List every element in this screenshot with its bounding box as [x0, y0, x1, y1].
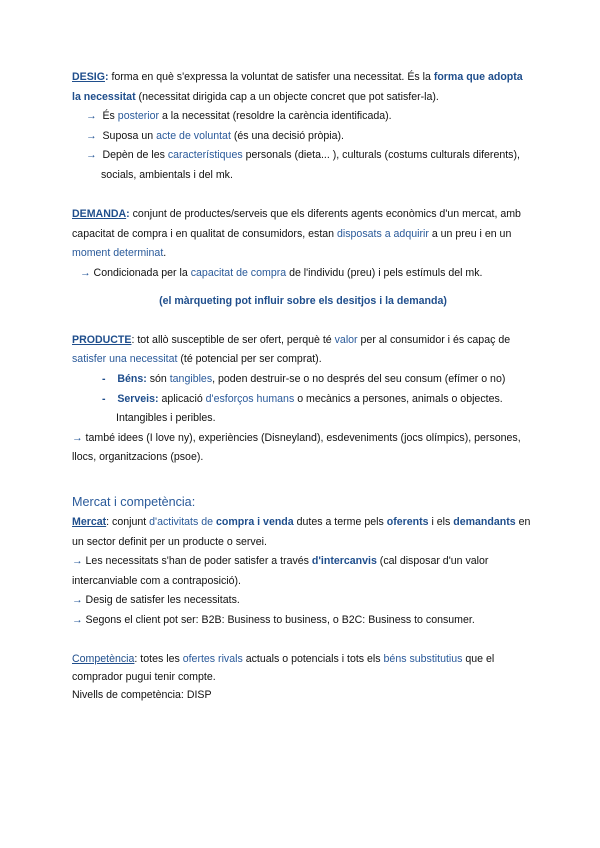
section-heading: Mercat i competència: — [72, 495, 196, 510]
competencia-term: Competència — [72, 653, 135, 666]
dash-marker: - — [102, 372, 106, 385]
competencia-levels: Nivells de competència: DISP — [72, 689, 212, 702]
mercat-definition: Mercat: conjunt d'activitats de compra i venda dutes a terme pels oferents i els demandants en un sector definit per un producte o servei. — [72, 516, 531, 548]
demanda-term: DEMANDA — [72, 208, 127, 221]
mercat-bullet-1: → Les necessitats s'han de poder satisfer a través d'intercanvis (cal disposar d'un valor intercanviable com a contraposició). — [72, 555, 489, 587]
mercat-bullet-2: → Desig de satisfer les necessitats. — [72, 594, 240, 607]
demanda-bullet-1: → Condicionada per la capacitat de compra de l'individu (preu) i pels estímuls del mk. — [80, 266, 483, 279]
desig-term: DESIG — [72, 71, 105, 83]
desig-bullet-2: → Suposa un acte de voluntat (és una decisió pròpia). — [86, 129, 344, 142]
mercat-bullet-3: → Segons el client pot ser: B2B: Business to business, o B2C: Business to consumer. — [72, 614, 475, 627]
producte-serveis-item: - Serveis: aplicació d'esforços humans o mecànics a persones, animals o objectes. Intangibles i peribles. — [102, 392, 503, 425]
arrow-icon: → — [86, 110, 97, 123]
producte-term: PRODUCTE — [72, 333, 132, 346]
arrow-icon: → — [86, 129, 97, 142]
desig-bullet-1: → És posterior a la necessitat (resoldre la carència identificada). — [86, 110, 392, 123]
arrow-icon: → — [86, 149, 97, 162]
arrow-icon: → — [80, 266, 91, 279]
dash-marker: - — [102, 392, 106, 405]
producte-bens-item: - Béns: són tangibles, poden destruir-se o no després del seu consum (efímer o no) — [102, 372, 506, 385]
mercat-term: Mercat — [72, 516, 107, 529]
marketing-note: (el màrqueting pot influir sobre els desitjos i la demanda) — [159, 294, 447, 307]
document-page — [72, 68, 534, 704]
competencia-definition: Competència: totes les ofertes rivals actuals o potencials i tots els béns substitutius que el comprador pugui tenir compte. — [72, 653, 495, 684]
arrow-icon: → — [72, 431, 83, 444]
desig-bullet-3: → Depèn de les característiques personals (dieta... ), culturals (costums culturals diferents), socials, ambientals i del mk. — [86, 149, 520, 181]
arrow-icon: → — [72, 614, 83, 627]
producte-extra: → també idees (I love ny), experiències (Disneyland), esdeveniments (jocs olímpics), persones, llocs, organitzacions (psoe). — [72, 431, 521, 464]
producte-definition: PRODUCTE: tot allò susceptible de ser ofert, perquè té valor per al consumidor i és capaç de satisfer una necessitat (té potencial per ser comprat). — [72, 333, 511, 366]
demanda-definition: DEMANDA: conjunt de productes/serveis que els diferents agents econòmics d'un mercat, amb capacitat de compra i en qualitat de consumidors, estan disposats a adquirir a un preu i en un moment determinat. — [72, 208, 521, 260]
arrow-icon: → — [72, 594, 83, 607]
desig-definition: DESIG: forma en què s'expressa la voluntat de satisfer una necessitat. És la forma que adopta la necessitat (necessitat dirigida cap a un objecte concret que pot satisfer-la). — [72, 71, 523, 103]
arrow-icon: → — [72, 555, 83, 568]
